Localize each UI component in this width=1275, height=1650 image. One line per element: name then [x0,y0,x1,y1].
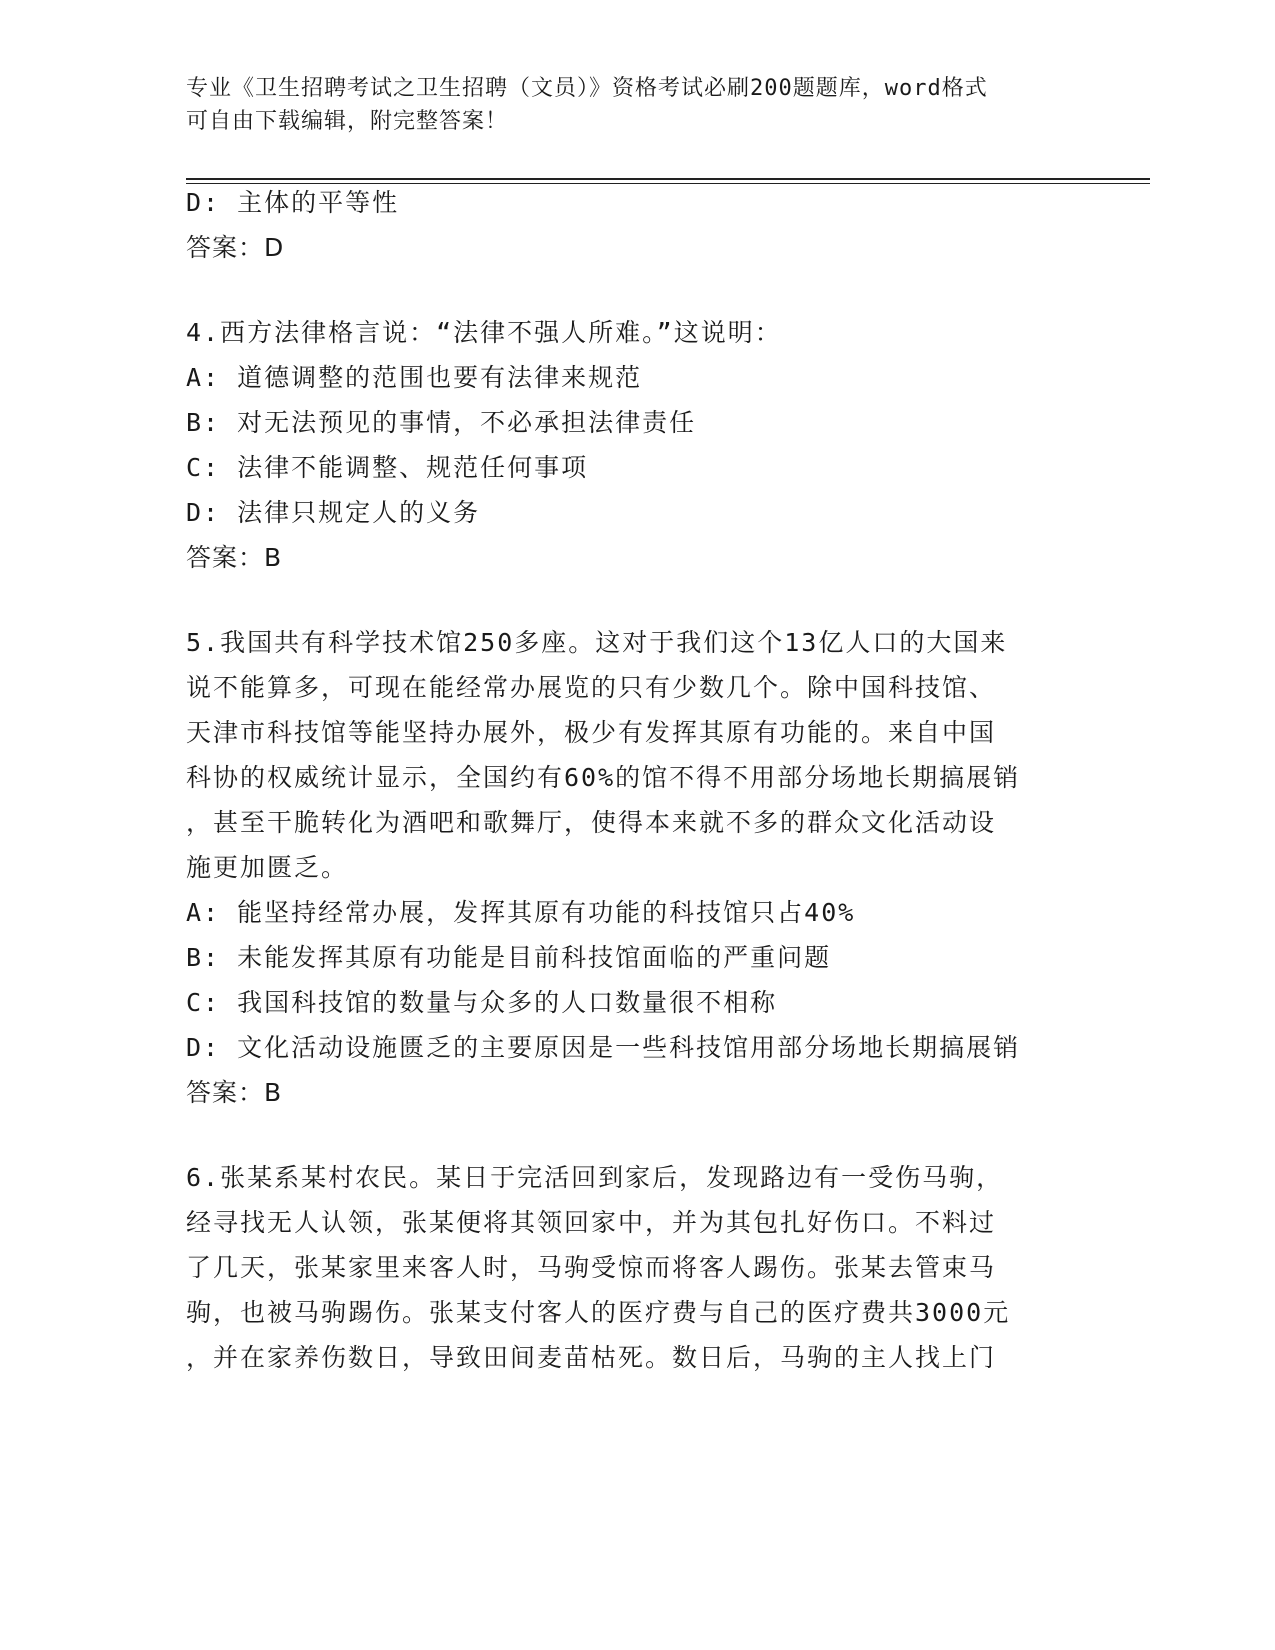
q6-stem-line: ，并在家养伤数日，导致田间麦苗枯死。数日后，马驹的主人找上门 [186,1343,997,1372]
q5-option-b: B: 未能发挥其原有功能是目前科技馆面临的严重问题 [186,943,832,972]
q5-stem-line: 说不能算多，可现在能经常办展览的只有少数几个。除中国科技馆、 [186,673,997,702]
q4-answer: 答案：B [186,543,283,572]
q5-option-a: A: 能坚持经常办展，发挥其原有功能的科技馆只占40% [186,898,856,927]
q4-option-a: A: 道德调整的范围也要有法律来规范 [186,363,643,392]
header-line-2: 可自由下载编辑，附完整答案！ [186,109,509,134]
header-line-1: 专业《卫生招聘考试之卫生招聘（文员）》资格考试必刷200题题库，word格式 [186,76,988,101]
q4-option-c: C: 法律不能调整、规范任何事项 [186,453,589,482]
q6-stem-line: 了几天，张某家里来客人时，马驹受惊而将客人踢伤。张某去管束马 [186,1253,997,1282]
q5-option-c: C: 我国科技馆的数量与众多的人口数量很不相称 [186,988,778,1017]
spacer [186,270,1086,310]
q5-stem-line: 5.我国共有科学技术馆250多座。这对于我们这个13亿人口的大国来 [186,628,1008,657]
q5-stem-line: ，甚至干脆转化为酒吧和歌舞厅，使得本来就不多的群众文化活动设 [186,808,997,837]
q6-stem-line: 驹，也被马驹踢伤。张某支付客人的医疗费与自己的医疗费共3000元 [186,1298,1011,1327]
q5-option-d: D: 文化活动设施匮乏的主要原因是一些科技馆用部分场地长期搞展销 [186,1033,1021,1062]
prev-option-d: D: 主体的平等性 [186,188,400,217]
q5-stem-line: 科协的权威统计显示，全国约有60%的馆不得不用部分场地长期搞展销 [186,763,1021,792]
q5-answer: 答案：B [186,1078,283,1107]
prev-answer: 答案：D [186,233,285,262]
q4-stem: 4.西方法律格言说：“法律不强人所难。”这说明： [186,318,782,347]
q6-stem-line: 经寻找无人认领，张某便将其领回家中，并为其包扎好伤口。不料过 [186,1208,997,1237]
spacer [186,1115,1086,1155]
q5-stem-line: 施更加匮乏。 [186,853,349,882]
q6-stem-line: 6.张某系某村农民。某日于完活回到家后，发现路边有一受伤马驹， [186,1163,1004,1192]
q4-option-d: D: 法律只规定人的义务 [186,498,481,527]
spacer [186,580,1086,620]
page-header [186,72,1066,138]
q5-stem-line: 天津市科技馆等能坚持办展外，极少有发挥其原有功能的。来自中国 [186,718,997,747]
question-content [186,180,1086,1380]
q4-option-b: B: 对无法预见的事情，不必承担法律责任 [186,408,697,437]
